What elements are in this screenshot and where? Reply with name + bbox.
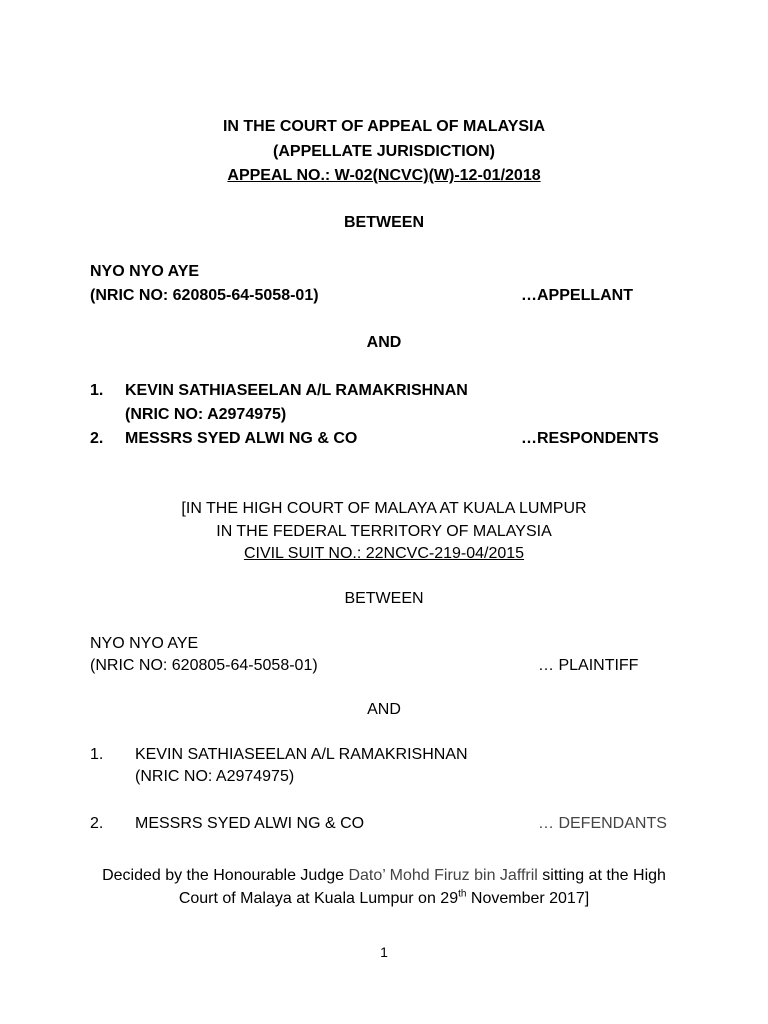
defendant-1-number: 1. [90, 746, 104, 763]
defendant-2-number: 2. [90, 815, 104, 832]
defendants-role: … DEFENDANTS [538, 815, 667, 832]
respondent-1-name: KEVIN SATHIASEELAN A/L RAMAKRISHNAN [125, 382, 468, 399]
defendant-1-name: KEVIN SATHIASEELAN A/L RAMAKRISHNAN [135, 746, 468, 763]
appellant-nric: (NRIC NO: 620805-64-5058-01) [90, 287, 319, 304]
judge-name: Dato’ Mohd Firuz bin Jaffril [348, 867, 538, 884]
date-superscript: th [458, 888, 467, 900]
respondent-1-number: 1. [90, 382, 104, 399]
civil-suit-number: CIVIL SUIT NO.: 22NCVC-219-04/2015 [243, 545, 525, 562]
decision-line-1 [0, 866, 768, 886]
high-court-line-1: [IN THE HIGH COURT OF MALAYA AT KUALA LUMPUR [181, 500, 587, 517]
respondent-2-number: 2. [90, 430, 104, 447]
defendant-1-nric: (NRIC NO: A2974975) [135, 768, 295, 785]
respondents-role: …RESPONDENTS [521, 430, 659, 447]
appeal-and: AND [366, 334, 402, 351]
defendant-2-name: MESSRS SYED ALWI NG & CO [135, 815, 365, 832]
plaintiff-role: … PLAINTIFF [538, 657, 639, 674]
court-jurisdiction: (APPELLATE JURISDICTION) [273, 143, 495, 160]
respondent-1-nric: (NRIC NO: A2974975) [125, 406, 287, 423]
decision-line-2 [0, 889, 768, 909]
decision-line2-post: November 2017] [466, 890, 590, 907]
page-number: 1 [380, 944, 388, 960]
high-court-and: AND [367, 701, 401, 718]
appellant-role: …APPELLANT [521, 287, 633, 304]
high-court-between: BETWEEN [344, 590, 424, 607]
decision-post: sitting at the High [537, 867, 666, 884]
appeal-number: APPEAL NO.: W-02(NCVC)(W)-12-01/2018 [227, 167, 541, 184]
plaintiff-nric: (NRIC NO: 620805-64-5058-01) [90, 657, 318, 674]
appellant-name: NYO NYO AYE [90, 263, 200, 280]
decision-line2-pre: Court of Malaya at Kuala Lumpur on 29 [178, 890, 459, 907]
decision-pre: Decided by the Honourable Judge [102, 867, 349, 884]
court-title: IN THE COURT OF APPEAL OF MALAYSIA [222, 118, 546, 135]
respondent-2-name: MESSRS SYED ALWI NG & CO [125, 430, 358, 447]
high-court-line-2: IN THE FEDERAL TERRITORY OF MALAYSIA [216, 523, 552, 540]
appeal-between: BETWEEN [344, 214, 424, 231]
plaintiff-name: NYO NYO AYE [90, 635, 199, 652]
